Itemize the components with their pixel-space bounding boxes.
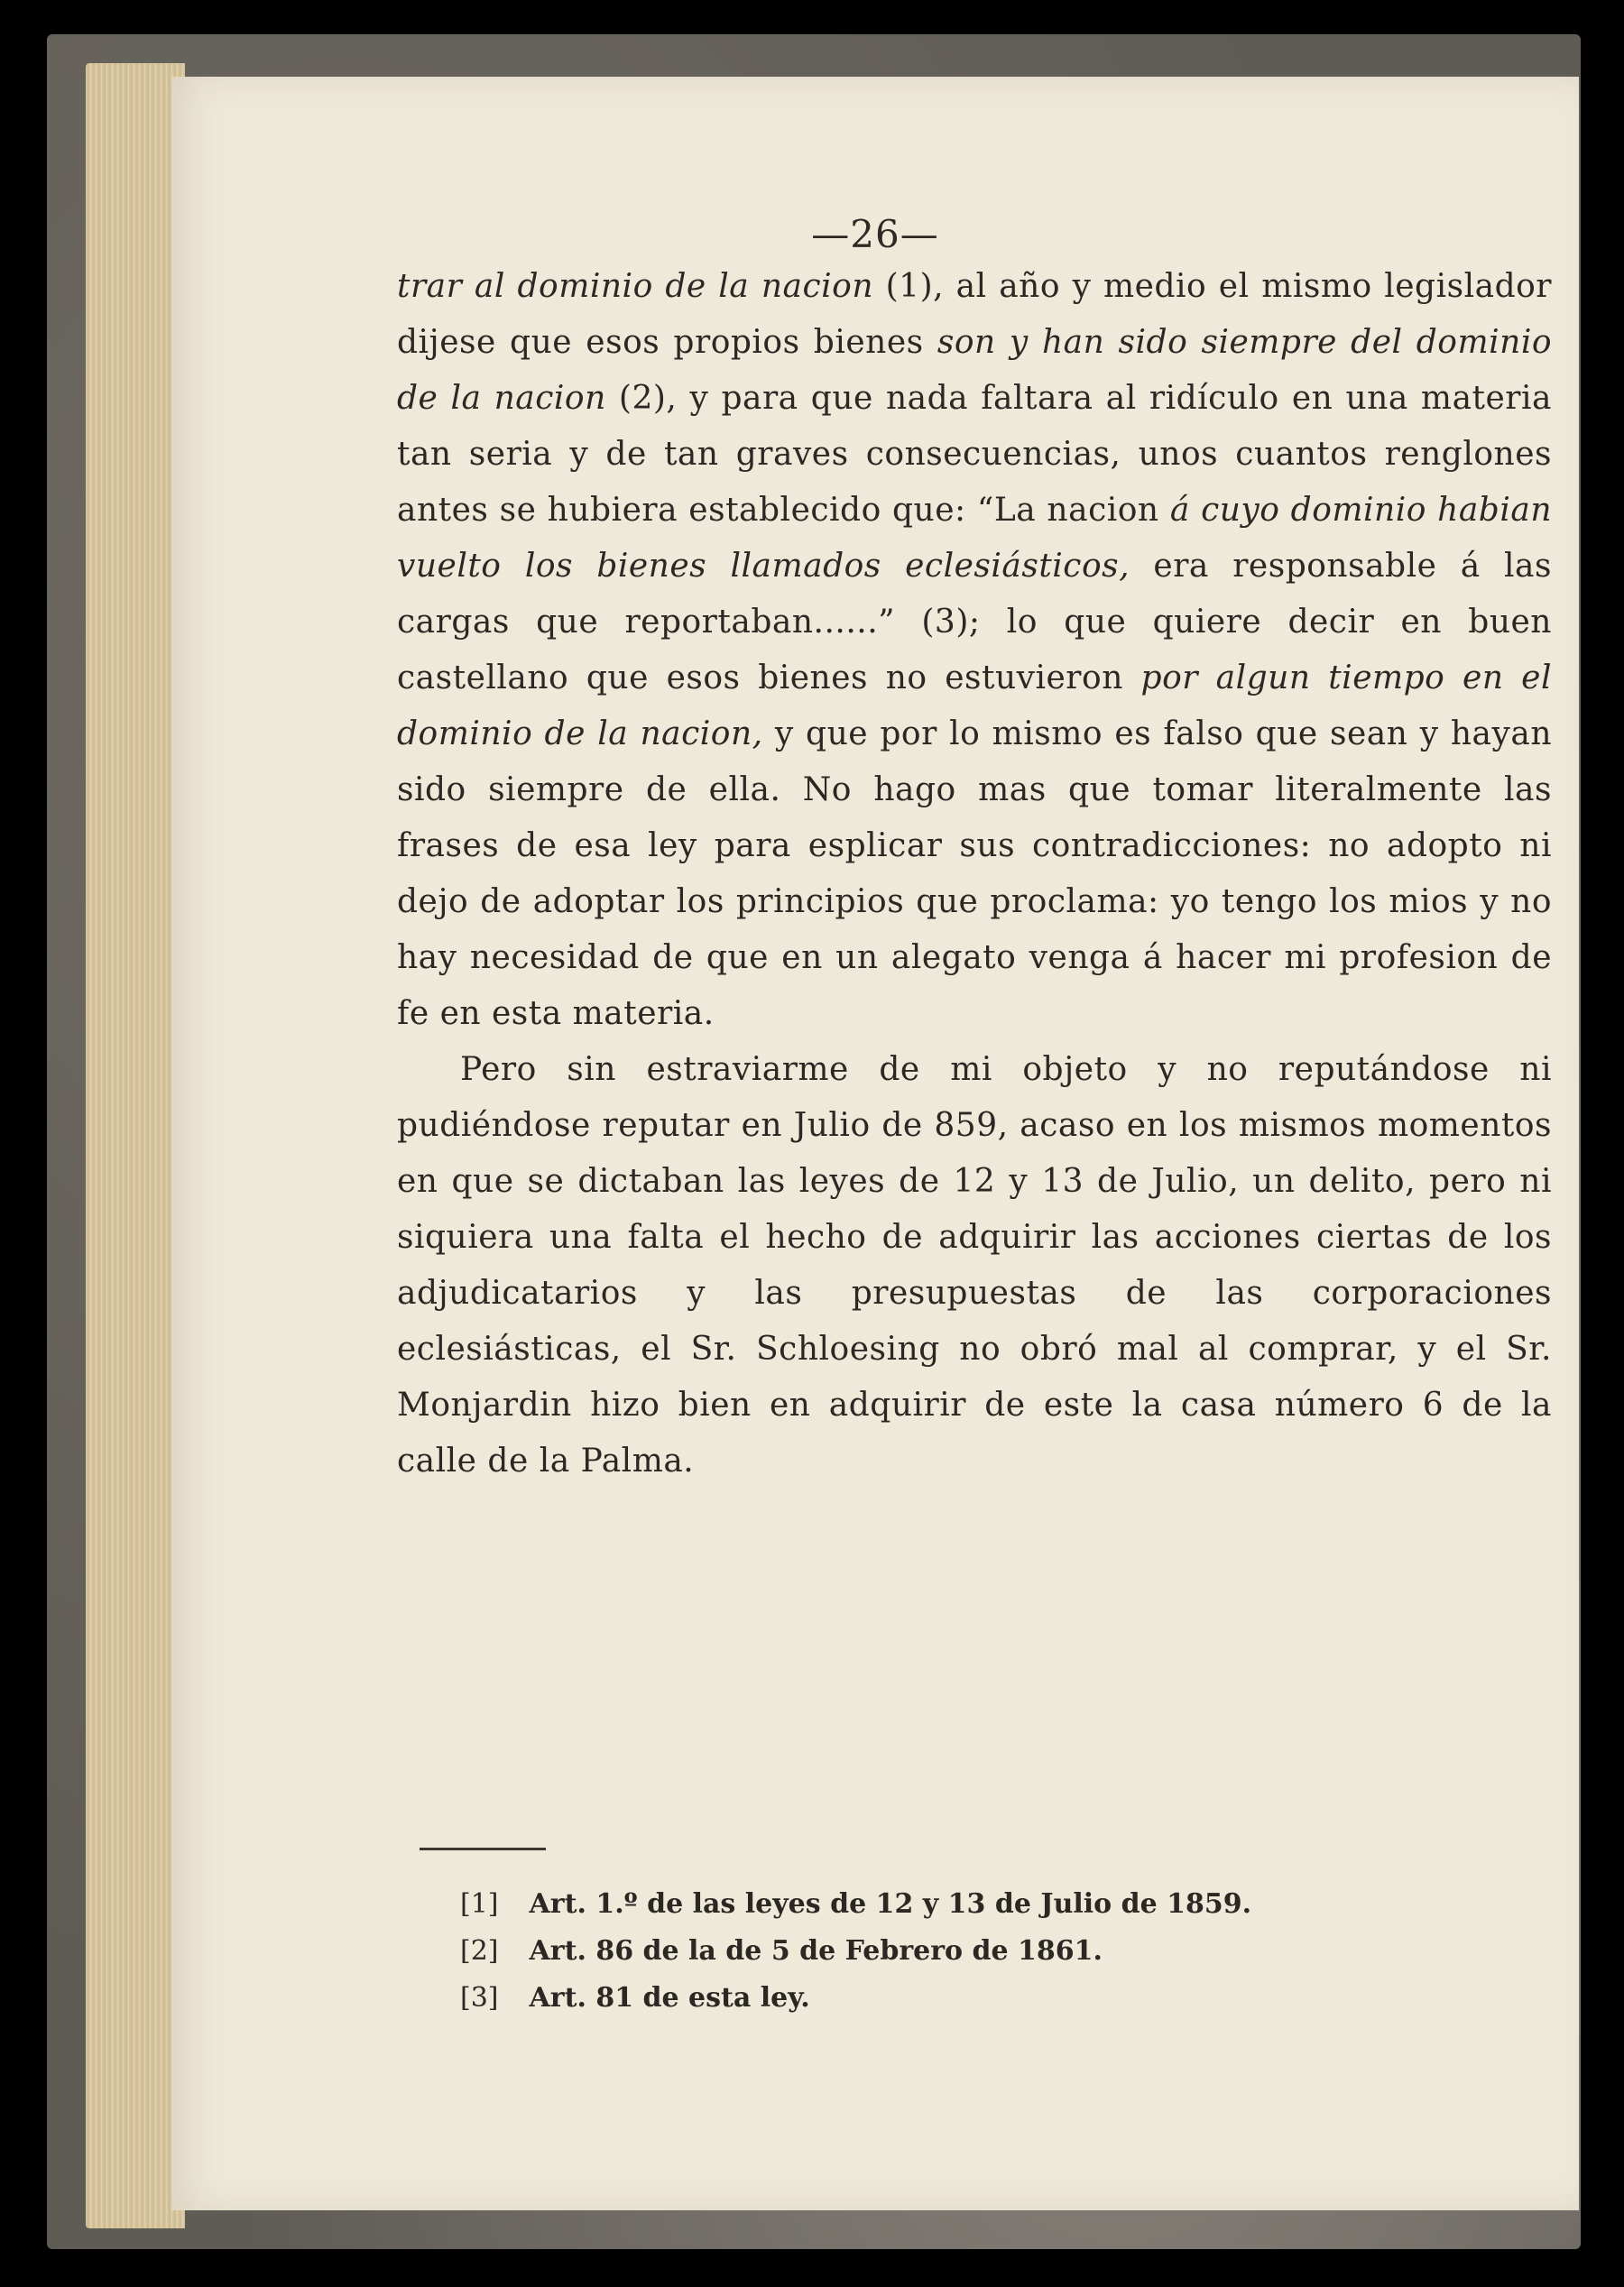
book-page xyxy=(171,77,1579,2210)
footnote-text: Art. 1.º de las leyes de 12 y 13 de Julio de 1859. xyxy=(529,1888,1252,1920)
footnote xyxy=(460,1928,1498,1975)
body-text xyxy=(397,259,1552,1489)
text-run: por algun tiempo en el dominio de la nacion, xyxy=(397,659,1552,752)
text-run: Pero sin estraviarme de mi objeto y no reputándose ni pudiéndose reputar en Julio de 859, acaso en los mismos momentos en que se dictaban las leyes de 12 y 13 de Julio, un delito, pero ni siquiera una falta el hecho de adquirir las acciones ciertas de los adjudicatarios y las presupuestas de las corporaciones eclesiásticas, el Sr. Schloesing no obró mal al comprar, y el Sr. Monjardin hizo bien en adquirir de este la casa número 6 de la calle de la Palma. xyxy=(397,1051,1552,1480)
footnote-text: Art. 86 de la de 5 de Febrero de 1861. xyxy=(529,1935,1103,1967)
paragraph-1 xyxy=(397,259,1552,1042)
paragraph-2 xyxy=(397,1042,1552,1489)
footnote xyxy=(460,1975,1498,2022)
text-run: trar al dominio de la nacion xyxy=(397,268,874,305)
text-run: y que por lo mismo es falso que sean y hayan sido siempre de ella. No hago mas que tomar literalmente las frases de esa ley para esplicar sus contradicciones: no adopto ni dejo de adoptar los principios que proclama: yo tengo los mios y no hay necesidad de que en un alegato venga á hacer mi profesion de fe en esta materia. xyxy=(397,715,1553,1032)
text-run: (2), y para que nada faltara al ridículo en una materia tan seria y de tan graves consecuencias, unos cuantos renglones antes se hubiera establecido que: “La nacion xyxy=(397,380,1552,529)
text-run: (1), al año y medio el mismo legislador dijese que esos propios bienes xyxy=(397,268,1552,361)
page-edges xyxy=(86,63,185,2228)
text-run: era responsable á las cargas que reportaban......” (3); lo que quiere decir en buen castellano que esos bienes no estuvieron xyxy=(397,548,1552,696)
footnote-divider xyxy=(420,1848,546,1850)
footnote xyxy=(460,1881,1498,1928)
footnotes xyxy=(460,1881,1498,2022)
page-number: —26— xyxy=(811,212,939,256)
footnote-mark: [2] xyxy=(460,1935,499,1967)
footnote-mark: [3] xyxy=(460,1982,499,2014)
footnote-text: Art. 81 de esta ley. xyxy=(529,1982,810,2014)
text-run: á cuyo dominio habian vuelto los bienes llamados eclesiásticos, xyxy=(397,492,1552,585)
footnote-mark: [1] xyxy=(460,1888,499,1920)
text-run: son y han sido siempre del dominio de la nacion xyxy=(397,324,1553,417)
